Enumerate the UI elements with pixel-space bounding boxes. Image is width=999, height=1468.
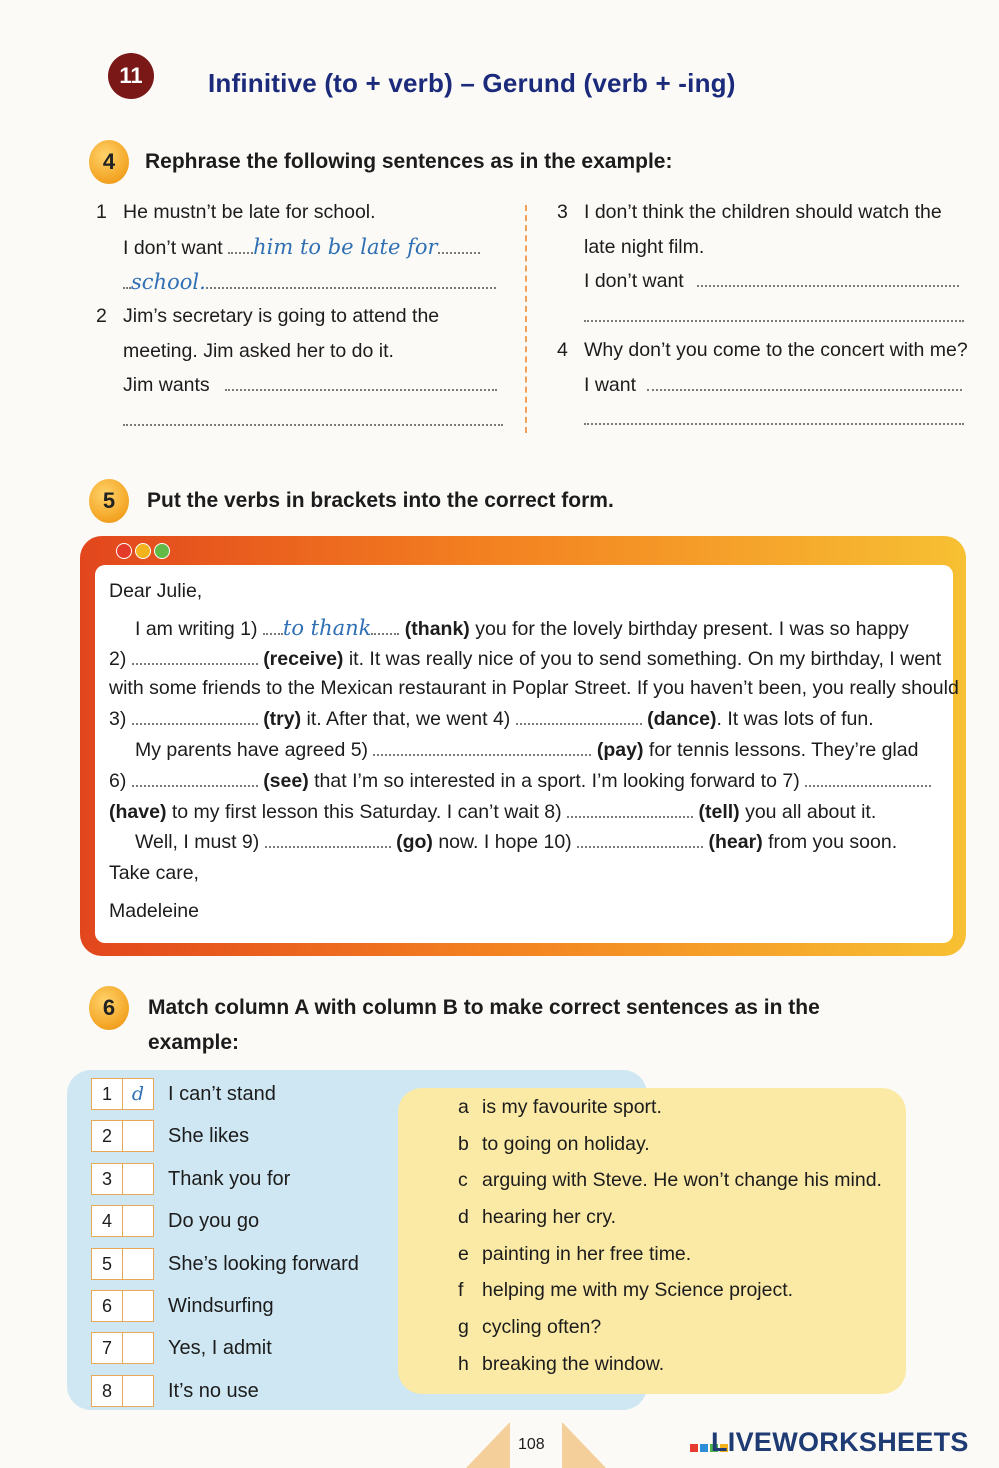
match-answer-5[interactable] xyxy=(123,1248,154,1280)
gap-7[interactable] xyxy=(805,769,931,787)
column-b-list xyxy=(458,1096,882,1390)
exercise-6-instruction-line1: Match column A with column B to make correct sentences as in the xyxy=(148,996,820,1019)
page-number: 108 xyxy=(518,1436,545,1453)
letter-line-3: with some friends to the Mexican restaurant in Poplar Street. If you haven’t been, you really should xyxy=(109,677,959,699)
answer-field-2[interactable] xyxy=(225,373,497,391)
letter-line-7: (have) to my first lesson this Saturday. I can’t wait 8) (tell) you all about it. xyxy=(109,801,877,823)
column-a-list xyxy=(91,1078,359,1417)
ex4-item-2: 2 Jim’s secretary is going to attend the meeting. Jim asked her to do it. Jim wants xyxy=(96,299,503,437)
answer-field-2b[interactable] xyxy=(123,408,503,426)
letter-closing: Take care, xyxy=(109,862,199,884)
column-b-item: a is my favourite sport. xyxy=(458,1096,662,1118)
gap-4[interactable] xyxy=(516,707,642,725)
answer-field-1[interactable]: him to be late for xyxy=(253,234,438,259)
answer-field-1b[interactable]: school. xyxy=(131,270,206,294)
exercise-4-badge: 4 xyxy=(89,140,129,184)
gap-8[interactable] xyxy=(567,800,693,818)
letter-line-4: 3) (try) it. After that, we went 4) (dance). It was lots of fun. xyxy=(109,708,874,730)
letter-line-8: Well, I must 9) (go) now. I hope 10) (hear) from you soon. xyxy=(135,831,898,853)
ex4-item-3: 3 I don’t think the children should watch the late night film. I don’t want xyxy=(557,195,964,333)
column-divider xyxy=(525,205,527,433)
letter-greeting: Dear Julie, xyxy=(109,580,203,602)
gap-6[interactable] xyxy=(132,769,258,787)
letter-line-2: 2) (receive) it. It was really nice of you to send something. On my birthday, I went xyxy=(109,648,942,670)
gap-3[interactable] xyxy=(132,707,258,725)
letter-line-6: 6) (see) that I’m so interested in a sport. I’m looking forward to 7) xyxy=(109,769,931,793)
exercise-5-badge: 5 xyxy=(89,479,129,523)
letter-signature: Madeleine xyxy=(109,900,199,922)
exercise-6-badge: 6 xyxy=(89,986,129,1030)
window-dots xyxy=(116,543,173,564)
column-b-item: d hearing her cry. xyxy=(458,1206,617,1229)
right-page-triangle xyxy=(562,1422,606,1468)
letter-line-5: My parents have agreed 5) (pay) for tennis lessons. They’re glad xyxy=(135,739,919,761)
column-a-row: 4 Do you go xyxy=(91,1205,359,1247)
answer-field-3[interactable] xyxy=(697,269,959,287)
column-b-item: f helping me with my Science project. xyxy=(458,1279,794,1302)
column-a-row: 3 Thank you for xyxy=(91,1163,359,1205)
column-a-row: 7 Yes, I admit xyxy=(91,1332,359,1374)
column-a-row: 2 She likes xyxy=(91,1120,359,1162)
liveworksheets-logo xyxy=(689,1427,969,1458)
match-answer-7[interactable] xyxy=(123,1332,154,1364)
column-a-row: 8 It’s no use xyxy=(91,1375,359,1417)
answer-field-4[interactable] xyxy=(647,373,962,391)
gap-5[interactable] xyxy=(373,738,591,756)
exercise-5-instruction: Put the verbs in brackets into the correct form. xyxy=(147,489,614,512)
match-answer-3[interactable] xyxy=(123,1163,154,1195)
gap-1-answer[interactable]: to thank xyxy=(282,616,372,640)
match-answer-1[interactable]: d xyxy=(123,1078,154,1110)
ex4-item-4: 4 Why don’t you come to the concert with me? I want xyxy=(557,333,968,437)
letter-line-1: I am writing 1) to thank (thank) you for the lovely birthday present. I was so happy xyxy=(135,616,909,640)
column-b-item: e painting in her free time. xyxy=(458,1242,692,1265)
maximize-dot-icon xyxy=(154,543,170,559)
exercise-6-instruction-line2: example: xyxy=(148,1031,240,1054)
logo-text: LIVEWORKSHEETS xyxy=(711,1427,969,1457)
column-b-item: c arguing with Steve. He won’t change his mind. xyxy=(458,1169,882,1192)
column-a-row: 5 She’s looking forward xyxy=(91,1248,359,1290)
ex4-item-1: 1 He mustn’t be late for school. I don’t want him to be late for school. xyxy=(96,195,496,301)
logo-icon xyxy=(689,1429,709,1449)
match-answer-2[interactable] xyxy=(123,1120,154,1152)
minimize-dot-icon xyxy=(135,543,151,559)
gap-9[interactable] xyxy=(265,830,391,848)
close-dot-icon xyxy=(116,543,132,559)
answer-field-4b[interactable] xyxy=(584,407,964,425)
column-b-item: g cycling often? xyxy=(458,1316,602,1339)
column-b-item: h breaking the window. xyxy=(458,1352,665,1375)
column-a-row: 6 Windsurfing xyxy=(91,1290,359,1332)
match-answer-4[interactable] xyxy=(123,1205,154,1237)
gap-2[interactable] xyxy=(132,647,258,665)
gap-10[interactable] xyxy=(577,830,703,848)
answer-field-3b[interactable] xyxy=(584,304,964,322)
column-b-item: b to going on holiday. xyxy=(458,1132,650,1155)
unit-title: Infinitive (to + verb) – Gerund (verb + -ing) xyxy=(208,68,736,98)
unit-number-badge: 11 xyxy=(108,53,154,99)
exercise-4-instruction: Rephrase the following sentences as in the example: xyxy=(145,150,673,173)
match-answer-6[interactable] xyxy=(123,1290,154,1322)
column-a-row: 1 d I can’t stand xyxy=(91,1078,359,1120)
left-page-triangle xyxy=(466,1422,510,1468)
match-answer-8[interactable] xyxy=(123,1375,154,1407)
